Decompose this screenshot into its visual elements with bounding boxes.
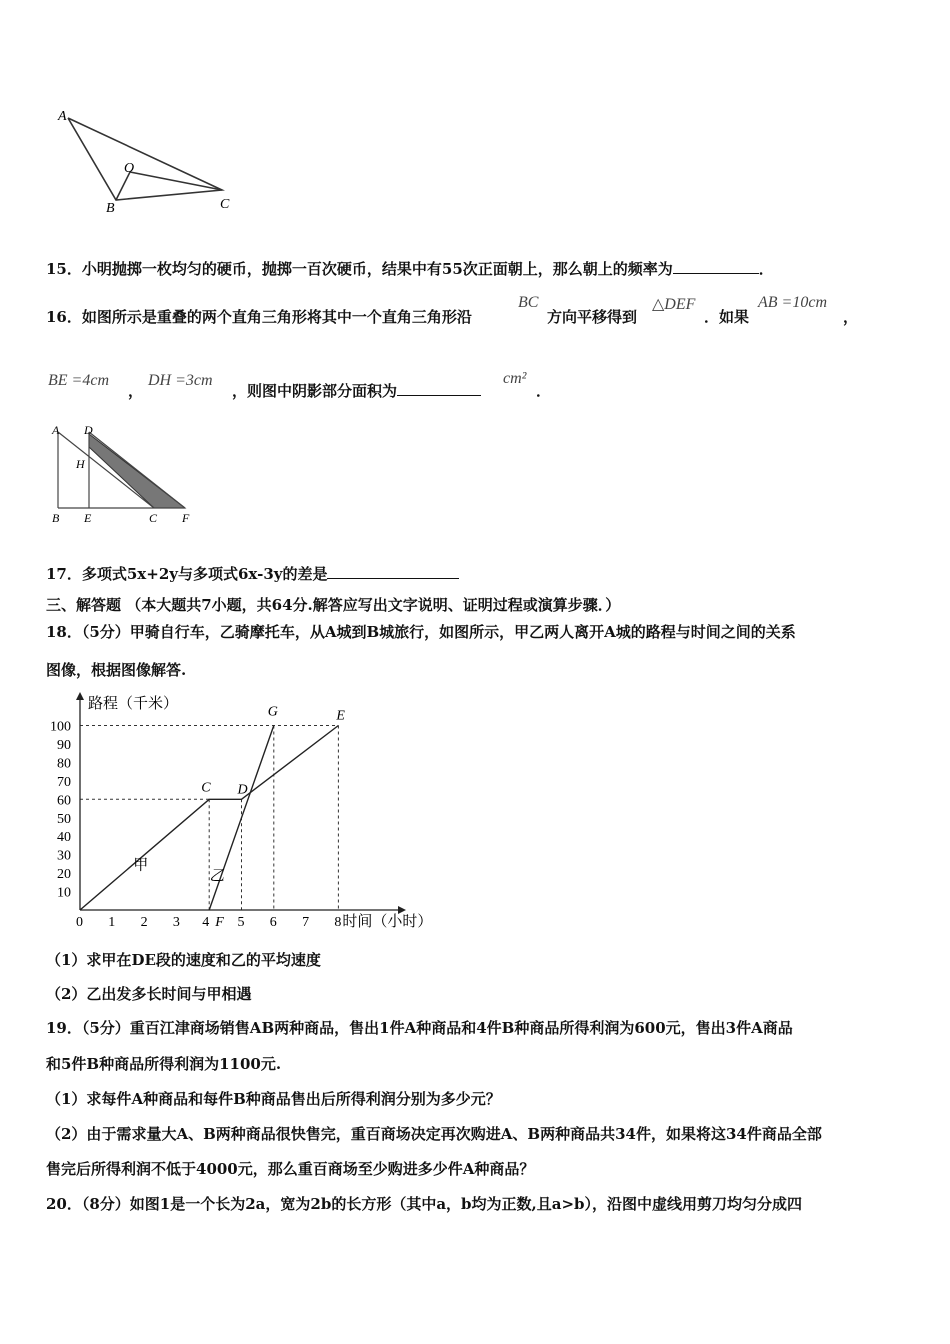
label-b: B <box>106 201 115 216</box>
segment-ac <box>58 432 154 508</box>
label-o: O <box>124 161 135 176</box>
question-19-sub2b: 售完后所得利润不低于4000元，那么重百商场至少购进多少件A种商品？ <box>46 1160 535 1178</box>
question-16-mid: 方向平移得到 <box>547 308 638 326</box>
x-axis-title: 时间（小时） <box>342 914 433 930</box>
y-axis-title: 路程（千米） <box>88 696 179 712</box>
label-c: C <box>220 197 230 212</box>
label-f: F <box>182 511 190 525</box>
question-15-text: 15．小明抛掷一枚均匀的硬币，抛掷一百次硬币，结果中有55次正面朝上，那么朝上的频率为 <box>46 260 673 278</box>
question-19-line2: 和5件B种商品所得利润为1100元. <box>46 1055 282 1073</box>
math-def: △DEF <box>652 296 696 313</box>
question-18-line2: 图像，根据图像解答. <box>46 661 187 679</box>
point-label-f: F <box>215 915 224 930</box>
x-tick-label: 5 <box>237 915 245 930</box>
answer-blank-16 <box>397 381 481 396</box>
question-19-sub2a: （2）由于需求量大A、B两种商品很快售完，重百商场决定再次购进A、B两种商品共34件，如果将这34件商品全部 <box>46 1125 822 1143</box>
question-16-text: 16．如图所示是重叠的两个直角三角形将其中一个直角三角形沿 <box>46 308 472 326</box>
question-17 <box>46 563 459 585</box>
x-tick-label: 3 <box>172 915 180 930</box>
point-label-d: D <box>237 782 248 798</box>
math-bc: BC <box>518 294 539 311</box>
question-20-line1: 20．（8分）如图1是一个长为2a，宽为2b的长方形（其中a，b均为正数,且a>b），沿图中虚线用剪刀均匀分成四 <box>46 1195 803 1213</box>
answer-blank-15 <box>673 259 759 274</box>
triangle-figure-aobc <box>50 100 250 220</box>
y-tick-label: 70 <box>57 774 71 790</box>
question-16-end: ． <box>536 382 552 400</box>
question-18-sub1: （1）求甲在DE段的速度和乙的平均速度 <box>46 951 321 969</box>
question-16-line1 <box>46 306 472 328</box>
x-tick-label: 6 <box>269 915 277 930</box>
y-axis-arrow <box>76 692 84 700</box>
x-tick-label: 8 <box>334 915 342 930</box>
label-d: D <box>84 423 93 437</box>
segment-df <box>89 432 185 508</box>
x-tick-label: 2 <box>140 915 148 930</box>
series-label-yi: 乙 <box>209 868 225 885</box>
y-tick-label: 20 <box>57 867 71 883</box>
y-tick-label: 10 <box>57 885 71 901</box>
y-tick-label: 60 <box>57 793 71 809</box>
x-tick-label: 1 <box>108 915 116 930</box>
math-be: BE =4cm <box>48 372 109 389</box>
label-b: B <box>52 511 60 525</box>
point-label-e: E <box>336 708 345 724</box>
x-axis-arrow <box>398 906 406 914</box>
point-label-g: G <box>267 704 278 720</box>
question-19-line1: 19．（5分）重百江津商场销售AB两种商品，售出1件A种商品和4件B种商品所得利润为600元，售出3件A商品 <box>46 1019 793 1037</box>
point-label-c: C <box>201 780 211 796</box>
question-16-comma2: ， <box>128 382 144 400</box>
y-tick-label: 50 <box>57 811 71 827</box>
question-16-ifx: ．如果 <box>704 308 750 326</box>
triangle-abc <box>68 118 222 200</box>
math-ab: AB =10cm <box>758 294 827 311</box>
question-18-sub2: （2）乙出发多长时间与甲相遇 <box>46 985 252 1003</box>
question-19-sub1: （1）求每件A种商品和每件B种商品售出后所得利润分别为多少元？ <box>46 1090 501 1108</box>
label-a: A <box>52 423 60 437</box>
answer-blank-17 <box>327 564 459 579</box>
math-dh: DH =3cm <box>148 372 213 389</box>
question-17-text: 17．多项式5x+2y与多项式6x-3y的差是 <box>46 565 328 583</box>
y-tick-label: 40 <box>57 830 71 846</box>
y-tick-label: 30 <box>57 848 71 864</box>
y-tick-label: 100 <box>50 719 71 735</box>
label-c: C <box>149 511 158 525</box>
label-e: E <box>84 511 92 525</box>
x-tick-label: 0 <box>76 915 83 930</box>
question-16-tail <box>232 380 481 402</box>
question-16-comma: ， <box>843 308 859 326</box>
series-label-jia: 甲 <box>133 857 149 874</box>
question-18-line1: 18．（5分）甲骑自行车，乙骑摩托车，从A城到B城旅行，如图所示，甲乙两人离开A城的路程与时间之间的关系 <box>46 623 796 641</box>
x-tick-label: 4 <box>202 915 210 930</box>
question-16-tail-text: ，则图中阴影部分面积为 <box>232 382 398 400</box>
y-tick-label: 80 <box>57 756 71 772</box>
distance-time-chart <box>44 690 444 940</box>
y-tick-label: 90 <box>57 737 71 753</box>
math-cm2: cm² <box>503 370 527 387</box>
chart-axes <box>76 692 406 914</box>
label-a: A <box>58 109 67 124</box>
triangles-translation-figure <box>46 420 206 530</box>
x-tick-label: 7 <box>302 915 310 930</box>
question-15-end: ． <box>758 260 774 278</box>
section-3-heading: 三、解答题 （本大题共7小题，共64分.解答应写出文字说明、证明过程或演算步骤．） <box>46 596 621 614</box>
question-15 <box>46 258 774 280</box>
label-h: H <box>76 457 85 471</box>
